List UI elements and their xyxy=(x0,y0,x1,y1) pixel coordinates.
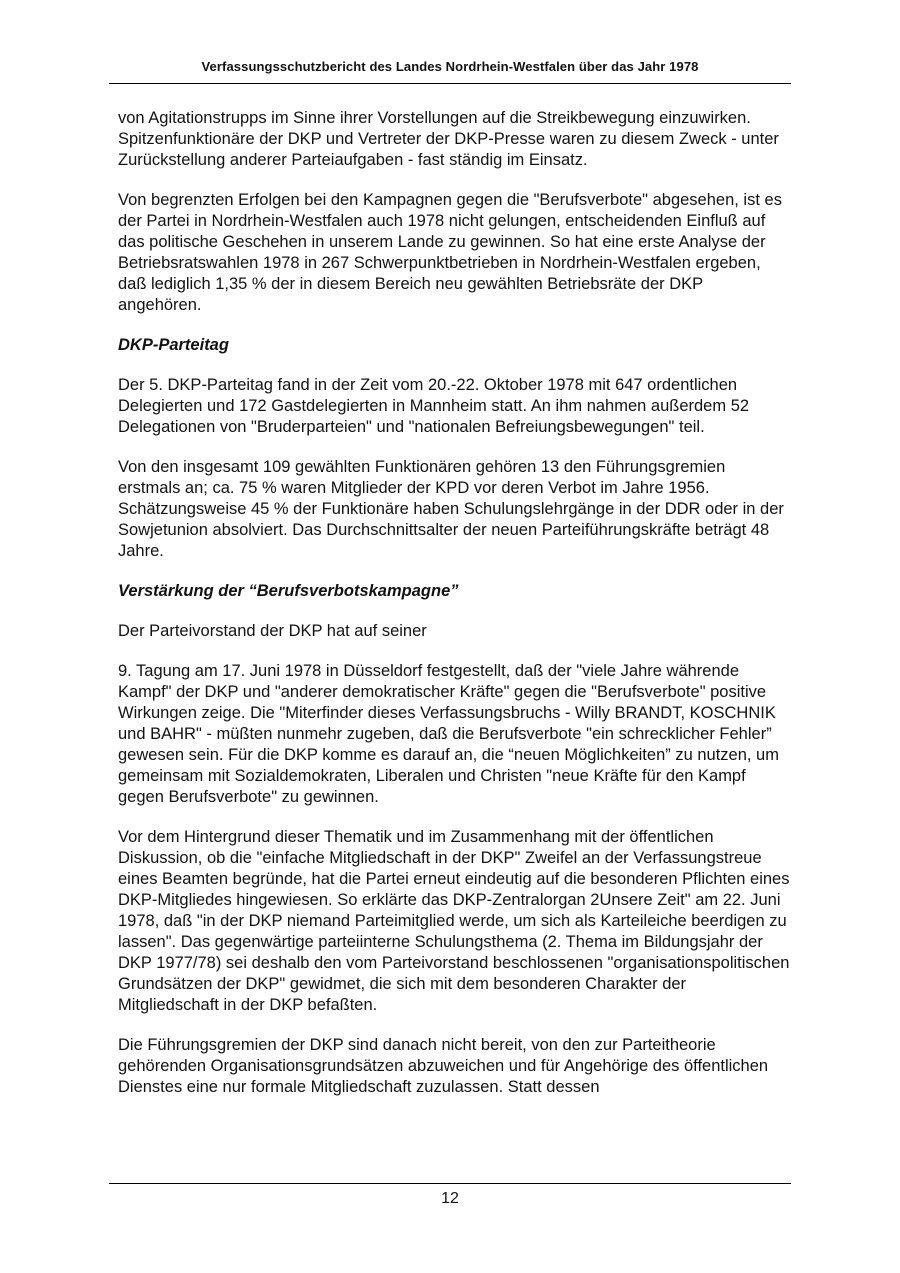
section-heading-berufsverbotskampagne: Verstärkung der “Berufsverbotskampagne” xyxy=(118,582,459,600)
document-body xyxy=(118,108,790,1098)
page-footer xyxy=(0,1183,900,1208)
footer-rule xyxy=(109,1183,791,1184)
paragraph-parteivorstand-intro: Der Parteivorstand der DKP hat auf seiner xyxy=(118,622,427,640)
paragraph-agitationstrupps: von Agitationstrupps im Sinne ihrer Vorstellungen auf die Streikbewegung einzuwirken. Spitzenfunktionäre der DKP und Vertreter der DKP-Presse waren zu diesem Zweck - unter Zurückstellung anderer Parteiaufgaben - fast ständig im Einsatz. xyxy=(118,109,779,169)
document-header-title: Verfassungsschutzbericht des Landes Nordrhein-Westfalen über das Jahr 1978 xyxy=(201,59,699,74)
paragraph-fuehrungsgremien: Die Führungsgremien der DKP sind danach nicht bereit, von den zur Parteitheorie gehörenden Organisationsgrundsätzen abzuweichen und für Angehörige des öffentlichen Dienstes eine nur formale Mitgliedschaft zuzulassen. Statt dessen xyxy=(118,1036,769,1096)
paragraph-begrenzte-erfolge: Von begrenzten Erfolgen bei den Kampagnen gegen die "Berufsverbote" abgesehen, ist es der Partei in Nordrhein-Westfalen auch 1978 nicht gelungen, entscheidenden Einfluß auf das politische Geschehen in unserem Lande zu gewinnen. So hat eine erste Analyse der Betriebsratswahlen 1978 in 267 Schwerpunktbetrieben in Nordrhein-Westfalen ergeben, daß lediglich 1,35 % der in diesem Bereich neu gewählten Betriebsräte der DKP angehören. xyxy=(118,191,782,314)
page-number: 12 xyxy=(441,1190,459,1207)
paragraph-funktionaere: Von den insgesamt 109 gewählten Funktionären gehören 13 den Führungsgremien erstmals an; ca. 75 % waren Mitglieder der KPD vor deren Verbot im Jahre 1956. Schätzungsweise 45 % der Funktionäre haben Schulungslehrgänge in der DDR oder in der Sowjetunion absolviert. Das Durchschnittsalter der neuen Parteiführungskräfte beträgt 48 Jahre. xyxy=(118,458,784,560)
paragraph-mitgliedschaft-diskussion: Vor dem Hintergrund dieser Thematik und im Zusammenhang mit der öffentlichen Diskussion, ob die "einfache Mitgliedschaft in der DKP" Zweifel an der Verfassungstreue eines Beamten begründe, hat die Partei erneut eindeutig auf die besonderen Pflichten eines DKP-Mitgliedes hingewiesen. So erklärte das DKP-Zentralorgan 2Unsere Zeit" am 22. Juni 1978, daß "in der DKP niemand Parteimitglied werde, um sich als Karteileiche beerdigen zu lassen". Das gegenwärtige parteiinterne Schulungsthema (2. Thema im Bildungsjahr der DKP 1977/78) sei deshalb den vom Parteivorstand beschlossenen "organisationspolitischen Grundsätzen der DKP" gewidmet, die sich mit dem besonderen Charakter der Mitgliedschaft in der DKP befaßten. xyxy=(118,828,790,1014)
paragraph-tagung-duesseldorf: 9. Tagung am 17. Juni 1978 in Düsseldorf festgestellt, daß der "viele Jahre währende Kampf" der DKP und "anderer demokratischer Kräfte" gegen die "Berufsverbote" positive Wirkungen zeige. Die "Miterfinder dieses Verfassungsbruchs - Willy BRANDT, KOSCHNIK und BAHR" - müßten nunmehr zugeben, daß die Berufsverbote "ein schrecklicher Fehler” gewesen sein. Für die DKP komme es darauf an, die “neuen Möglichkeiten” zu nutzen, um gemeinsam mit Sozialdemokraten, Liberalen und Christen "neue Kräfte für den Kampf gegen Berufsverbote" zu gewinnen. xyxy=(118,662,779,806)
section-heading-dkp-parteitag: DKP-Parteitag xyxy=(118,336,229,354)
paragraph-parteitag-mannheim: Der 5. DKP-Parteitag fand in der Zeit vom 20.-22. Oktober 1978 mit 647 ordentlichen Delegierten und 172 Gastdelegierten in Mannheim statt. An ihm nahmen außerdem 52 Delegationen von "Bruderparteien" und "nationalen Befreiungsbewegungen" teil. xyxy=(118,376,750,436)
header-rule xyxy=(109,83,791,84)
